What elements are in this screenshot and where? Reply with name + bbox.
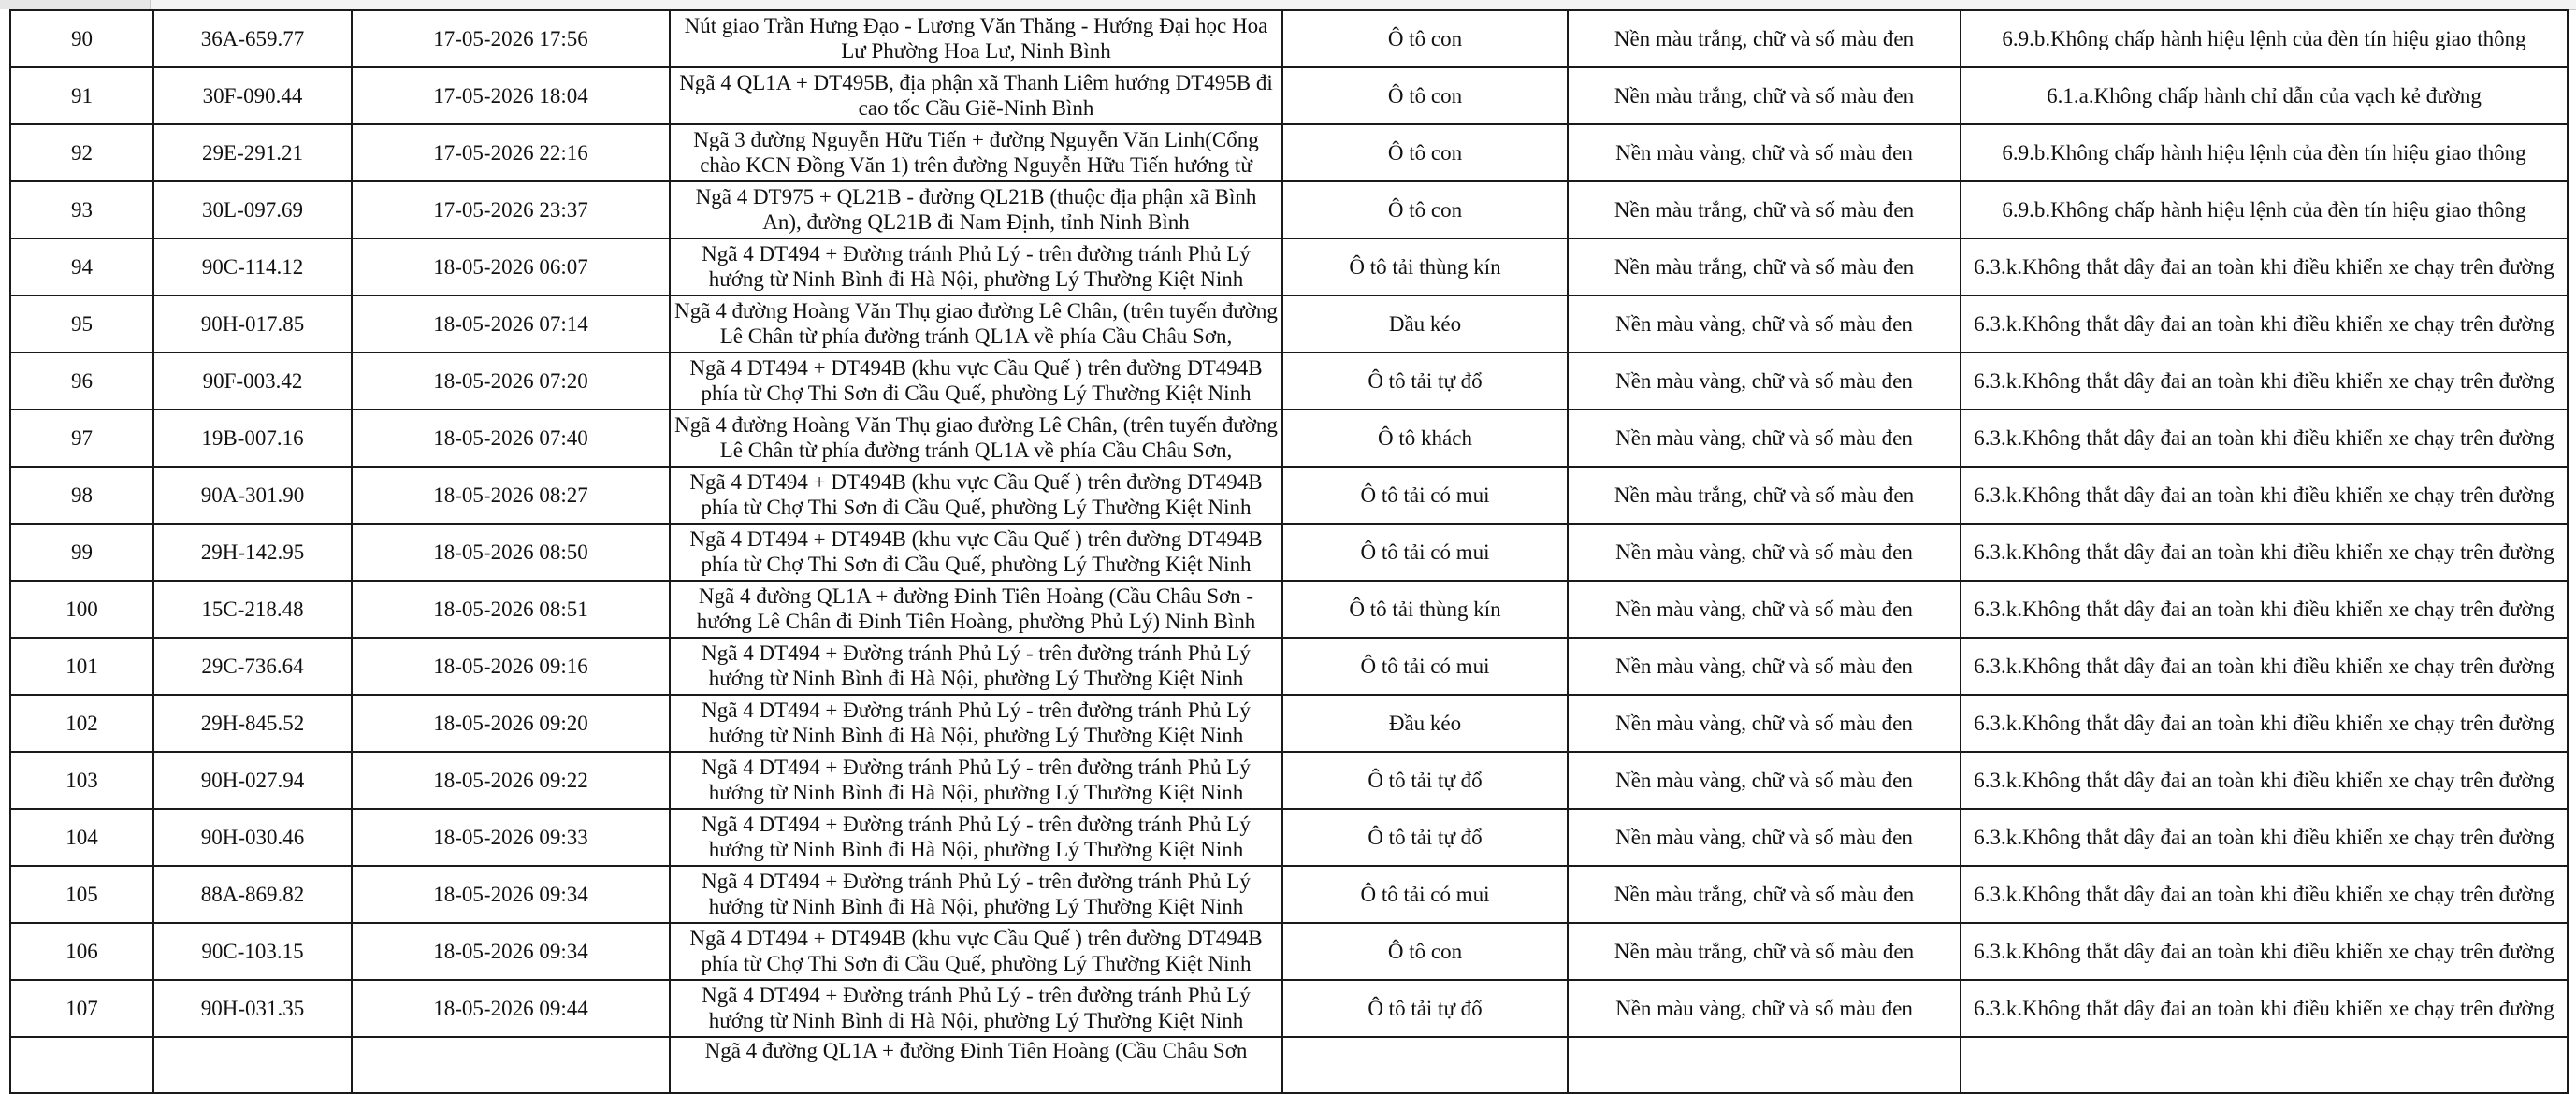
cell-stt[interactable]: 90	[10, 10, 153, 67]
cell-stt[interactable]: 97	[10, 410, 153, 467]
cell-plate-color[interactable]: Nền màu trắng, chữ và số màu đen	[1568, 10, 1961, 67]
cell-violation[interactable]: 6.9.b.Không chấp hành hiệu lệnh của đèn tín hiệu giao thông	[1961, 181, 2568, 238]
cell-vehicle-type[interactable]: Ô tô tải thùng kín	[1282, 581, 1568, 638]
table-row	[10, 410, 2568, 467]
table-row	[10, 181, 2568, 238]
cell-empty[interactable]	[153, 1037, 352, 1093]
cell-location[interactable]	[670, 923, 1282, 980]
cell-vehicle-type[interactable]: Đầu kéo	[1282, 695, 1568, 752]
location-text: Ngã 4 đường Hoàng Văn Thụ giao đường Lê Chân, (trên tuyến đường Lê Chân từ phía đường tránh QL1A về phía Cầu Châu Sơn,	[674, 412, 1278, 462]
cell-violation[interactable]: 6.3.k.Không thắt dây đai an toàn khi điều khiển xe chạy trên đường	[1961, 581, 2568, 638]
cell-plate[interactable]: 29H-142.95	[153, 524, 352, 581]
cell-time[interactable]: 18-05-2026 08:50	[352, 524, 670, 581]
cell-plate[interactable]: 15C-218.48	[153, 581, 352, 638]
table-row-partial	[10, 1037, 2568, 1093]
cell-violation[interactable]: 6.3.k.Không thắt dây đai an toàn khi điều khiển xe chạy trên đường	[1961, 353, 2568, 410]
cell-location[interactable]	[670, 524, 1282, 581]
cell-plate[interactable]: 29H-845.52	[153, 695, 352, 752]
cell-location[interactable]	[670, 67, 1282, 124]
cell-plate[interactable]: 36A-659.77	[153, 10, 352, 67]
location-text: Ngã 4 DT975 + QL21B - đường QL21B (thuộc địa phận xã Bình An), đường QL21B đi Nam Định, tỉnh Ninh Bình	[695, 184, 1257, 234]
cell-stt[interactable]: 106	[10, 923, 153, 980]
cell-location[interactable]	[670, 581, 1282, 638]
cell-location[interactable]	[670, 467, 1282, 524]
cell-violation[interactable]: 6.3.k.Không thắt dây đai an toàn khi điều khiển xe chạy trên đường	[1961, 467, 2568, 524]
cell-empty[interactable]	[1961, 1037, 2568, 1093]
cell-vehicle-type[interactable]: Ô tô tải có mui	[1282, 467, 1568, 524]
cell-vehicle-type[interactable]: Ô tô tải có mui	[1282, 866, 1568, 923]
cell-violation[interactable]: 6.3.k.Không thắt dây đai an toàn khi điều khiển xe chạy trên đường	[1961, 866, 2568, 923]
cell-vehicle-type[interactable]: Đầu kéo	[1282, 295, 1568, 353]
cell-vehicle-type[interactable]: Ô tô con	[1282, 10, 1568, 67]
location-text: Ngã 4 DT494 + Đường tránh Phủ Lý - trên đường tránh Phủ Lý hướng từ Ninh Bình đi Hà Nội, phường Lý Thường Kiệt Ninh	[702, 983, 1251, 1032]
cell-plate-color[interactable]: Nền màu trắng, chữ và số màu đen	[1568, 923, 1961, 980]
cell-vehicle-type[interactable]: Ô tô con	[1282, 67, 1568, 124]
cell-plate-color[interactable]: Nền màu vàng, chữ và số màu đen	[1568, 638, 1961, 695]
cell-location[interactable]	[670, 695, 1282, 752]
cell-plate[interactable]: 90H-017.85	[153, 295, 352, 353]
cell-stt[interactable]: 105	[10, 866, 153, 923]
cell-plate-color[interactable]: Nền màu vàng, chữ và số màu đen	[1568, 295, 1961, 353]
table-row	[10, 353, 2568, 410]
cell-plate-color[interactable]: Nền màu trắng, chữ và số màu đen	[1568, 67, 1961, 124]
cell-time[interactable]: 18-05-2026 09:16	[352, 638, 670, 695]
cell-time[interactable]: 18-05-2026 06:07	[352, 238, 670, 295]
cell-time[interactable]: 18-05-2026 09:33	[352, 809, 670, 866]
cell-time[interactable]: 17-05-2026 18:04	[352, 67, 670, 124]
cell-plate[interactable]: 90F-003.42	[153, 353, 352, 410]
cell-plate-color[interactable]: Nền màu vàng, chữ và số màu đen	[1568, 524, 1961, 581]
cell-plate-color[interactable]: Nền màu trắng, chữ và số màu đen	[1568, 238, 1961, 295]
table-row	[10, 866, 2568, 923]
location-text: Ngã 4 DT494 + Đường tránh Phủ Lý - trên đường tránh Phủ Lý hướng từ Ninh Bình đi Hà Nội, phường Lý Thường Kiệt Ninh	[702, 812, 1251, 861]
table-row	[10, 10, 2568, 67]
cell-time[interactable]: 18-05-2026 08:27	[352, 467, 670, 524]
cell-plate[interactable]: 90C-114.12	[153, 238, 352, 295]
cell-stt[interactable]: 101	[10, 638, 153, 695]
cell-plate[interactable]: 19B-007.16	[153, 410, 352, 467]
cell-violation[interactable]: 6.3.k.Không thắt dây đai an toàn khi điều khiển xe chạy trên đường	[1961, 238, 2568, 295]
cell-vehicle-type[interactable]: Ô tô con	[1282, 124, 1568, 181]
cell-violation[interactable]: 6.3.k.Không thắt dây đai an toàn khi điều khiển xe chạy trên đường	[1961, 809, 2568, 866]
cell-plate-color[interactable]: Nền màu trắng, chữ và số màu đen	[1568, 467, 1961, 524]
cell-vehicle-type[interactable]: Ô tô con	[1282, 923, 1568, 980]
cell-stt[interactable]: 107	[10, 980, 153, 1037]
cell-location[interactable]	[670, 353, 1282, 410]
cell-location[interactable]	[670, 1037, 1282, 1093]
cell-time[interactable]: 18-05-2026 09:34	[352, 866, 670, 923]
cell-plate[interactable]: 29C-736.64	[153, 638, 352, 695]
cell-time[interactable]: 18-05-2026 09:20	[352, 695, 670, 752]
cell-location[interactable]	[670, 10, 1282, 67]
table-row	[10, 238, 2568, 295]
cell-plate[interactable]: 30F-090.44	[153, 67, 352, 124]
location-text: Ngã 4 DT494 + DT494B (khu vực Cầu Quế ) trên đường DT494B phía từ Chợ Thi Sơn đi Cầu Quế, phường Lý Thường Kiệt Ninh	[689, 469, 1263, 519]
cell-violation[interactable]: 6.9.b.Không chấp hành hiệu lệnh của đèn tín hiệu giao thông	[1961, 124, 2568, 181]
table-row	[10, 524, 2568, 581]
cell-stt[interactable]: 103	[10, 752, 153, 809]
cell-plate[interactable]: 88A-869.82	[153, 866, 352, 923]
table-row	[10, 638, 2568, 695]
cell-plate[interactable]: 90C-103.15	[153, 923, 352, 980]
cell-violation[interactable]: 6.3.k.Không thắt dây đai an toàn khi điều khiển xe chạy trên đường	[1961, 410, 2568, 467]
location-text: Ngã 4 đường Hoàng Văn Thụ giao đường Lê Chân, (trên tuyến đường Lê Chân từ phía đường tránh QL1A về phía Cầu Châu Sơn,	[674, 298, 1278, 348]
cell-plate-color[interactable]: Nền màu vàng, chữ và số màu đen	[1568, 980, 1961, 1037]
cell-plate-color[interactable]: Nền màu vàng, chữ và số màu đen	[1568, 695, 1961, 752]
table-row	[10, 67, 2568, 124]
location-text: Ngã 4 DT494 + Đường tránh Phủ Lý - trên đường tránh Phủ Lý hướng từ Ninh Bình đi Hà Nội, phường Lý Thường Kiệt Ninh	[702, 755, 1251, 804]
cell-stt[interactable]: 96	[10, 353, 153, 410]
cell-plate[interactable]: 90A-301.90	[153, 467, 352, 524]
row-gutter	[0, 9, 9, 1047]
cell-vehicle-type[interactable]: Ô tô con	[1282, 181, 1568, 238]
location-text: Ngã 4 DT494 + Đường tránh Phủ Lý - trên đường tránh Phủ Lý hướng từ Ninh Bình đi Hà Nội, phường Lý Thường Kiệt Ninh	[702, 869, 1251, 918]
cell-location[interactable]	[670, 124, 1282, 181]
cell-violation[interactable]: 6.3.k.Không thắt dây đai an toàn khi điều khiển xe chạy trên đường	[1961, 980, 2568, 1037]
location-text: Ngã 4 DT494 + Đường tránh Phủ Lý - trên đường tránh Phủ Lý hướng từ Ninh Bình đi Hà Nội, phường Lý Thường Kiệt Ninh	[702, 641, 1251, 690]
cell-plate[interactable]: 90H-027.94	[153, 752, 352, 809]
cell-stt[interactable]: 95	[10, 295, 153, 353]
table-row	[10, 695, 2568, 752]
cell-stt[interactable]: 93	[10, 181, 153, 238]
cell-plate[interactable]: 90H-030.46	[153, 809, 352, 866]
table-body	[10, 10, 2568, 1093]
cell-stt[interactable]: 92	[10, 124, 153, 181]
cell-empty[interactable]	[1282, 1037, 1568, 1093]
cell-stt[interactable]: 100	[10, 581, 153, 638]
cell-violation[interactable]: 6.3.k.Không thắt dây đai an toàn khi điều khiển xe chạy trên đường	[1961, 524, 2568, 581]
cell-plate-color[interactable]: Nền màu vàng, chữ và số màu đen	[1568, 410, 1961, 467]
cell-location[interactable]	[670, 809, 1282, 866]
cell-plate[interactable]: 30L-097.69	[153, 181, 352, 238]
cell-empty[interactable]	[10, 1037, 153, 1093]
cell-plate[interactable]: 29E-291.21	[153, 124, 352, 181]
location-text: Ngã 4 DT494 + Đường tránh Phủ Lý - trên đường tránh Phủ Lý hướng từ Ninh Bình đi Hà Nội, phường Lý Thường Kiệt Ninh	[702, 698, 1251, 747]
location-text: Ngã 4 DT494 + DT494B (khu vực Cầu Quế ) trên đường DT494B phía từ Chợ Thi Sơn đi Cầu Quế, phường Lý Thường Kiệt Ninh	[689, 355, 1263, 405]
location-text: Ngã 4 DT494 + DT494B (khu vực Cầu Quế ) trên đường DT494B phía từ Chợ Thi Sơn đi Cầu Quế, phường Lý Thường Kiệt Ninh	[689, 926, 1263, 975]
cell-stt[interactable]: 91	[10, 67, 153, 124]
cell-plate-color[interactable]: Nền màu vàng, chữ và số màu đen	[1568, 353, 1961, 410]
header-corner-cell[interactable]	[0, 0, 151, 9]
table-row	[10, 809, 2568, 866]
cell-vehicle-type[interactable]: Ô tô tải có mui	[1282, 638, 1568, 695]
cell-stt[interactable]: 102	[10, 695, 153, 752]
location-text: Nút giao Trần Hưng Đạo - Lương Văn Thăng - Hướng Đại học Hoa Lư Phường Hoa Lư, Ninh Bình	[684, 13, 1268, 63]
cell-vehicle-type[interactable]: Ô tô tải có mui	[1282, 524, 1568, 581]
cell-time[interactable]: 18-05-2026 07:40	[352, 410, 670, 467]
cell-time[interactable]: 17-05-2026 23:37	[352, 181, 670, 238]
violations-table	[9, 9, 2569, 1094]
cell-time[interactable]: 18-05-2026 09:22	[352, 752, 670, 809]
location-text: Ngã 4 đường QL1A + đường Đinh Tiên Hoàng (Cầu Châu Sơn	[704, 1039, 1248, 1062]
cell-plate[interactable]: 90H-031.35	[153, 980, 352, 1037]
cell-vehicle-type[interactable]: Ô tô tải tự đổ	[1282, 353, 1568, 410]
cell-location[interactable]	[670, 181, 1282, 238]
cell-time[interactable]: 17-05-2026 22:16	[352, 124, 670, 181]
location-text: Ngã 3 đường Nguyễn Hữu Tiến + đường Nguyễn Văn Linh(Cổng chào KCN Đồng Văn 1) trên đường Nguyễn Hữu Tiến hướng từ	[693, 127, 1259, 177]
cell-vehicle-type[interactable]: Ô tô tải tự đổ	[1282, 980, 1568, 1037]
cell-location[interactable]	[670, 295, 1282, 353]
cell-location[interactable]	[670, 238, 1282, 295]
cell-plate-color[interactable]: Nền màu vàng, chữ và số màu đen	[1568, 809, 1961, 866]
cell-vehicle-type[interactable]: Ô tô tải tự đổ	[1282, 752, 1568, 809]
cell-location[interactable]	[670, 410, 1282, 467]
cell-violation[interactable]: 6.9.b.Không chấp hành hiệu lệnh của đèn tín hiệu giao thông	[1961, 10, 2568, 67]
cell-violation[interactable]: 6.3.k.Không thắt dây đai an toàn khi điều khiển xe chạy trên đường	[1961, 638, 2568, 695]
cell-plate-color[interactable]: Nền màu vàng, chữ và số màu đen	[1568, 124, 1961, 181]
cell-violation[interactable]: 6.3.k.Không thắt dây đai an toàn khi điều khiển xe chạy trên đường	[1961, 923, 2568, 980]
cell-time[interactable]: 18-05-2026 07:20	[352, 353, 670, 410]
cell-empty[interactable]	[352, 1037, 670, 1093]
location-text: Ngã 4 QL1A + DT495B, địa phận xã Thanh Liêm hướng DT495B đi cao tốc Cầu Giẽ-Ninh Bình	[679, 70, 1273, 120]
cell-plate-color[interactable]: Nền màu trắng, chữ và số màu đen	[1568, 181, 1961, 238]
cell-vehicle-type[interactable]: Ô tô khách	[1282, 410, 1568, 467]
cell-stt[interactable]: 98	[10, 467, 153, 524]
table-row	[10, 752, 2568, 809]
location-text: Ngã 4 DT494 + DT494B (khu vực Cầu Quế ) trên đường DT494B phía từ Chợ Thi Sơn đi Cầu Quế, phường Lý Thường Kiệt Ninh	[689, 526, 1263, 576]
cell-stt[interactable]: 99	[10, 524, 153, 581]
cell-time[interactable]: 18-05-2026 08:51	[352, 581, 670, 638]
cell-time[interactable]: 18-05-2026 09:44	[352, 980, 670, 1037]
cell-location[interactable]	[670, 866, 1282, 923]
table-row	[10, 467, 2568, 524]
location-text: Ngã 4 DT494 + Đường tránh Phủ Lý - trên đường tránh Phủ Lý hướng từ Ninh Bình đi Hà Nội, phường Lý Thường Kiệt Ninh	[702, 241, 1251, 291]
cell-vehicle-type[interactable]: Ô tô tải thùng kín	[1282, 238, 1568, 295]
table-row	[10, 124, 2568, 181]
table-row	[10, 295, 2568, 353]
cell-violation[interactable]: 6.3.k.Không thắt dây đai an toàn khi điều khiển xe chạy trên đường	[1961, 695, 2568, 752]
cell-stt[interactable]: 104	[10, 809, 153, 866]
cell-violation[interactable]: 6.3.k.Không thắt dây đai an toàn khi điều khiển xe chạy trên đường	[1961, 752, 2568, 809]
table-row	[10, 581, 2568, 638]
cell-violation[interactable]: 6.1.a.Không chấp hành chỉ dẫn của vạch kẻ đường	[1961, 67, 2568, 124]
cell-time[interactable]: 17-05-2026 17:56	[352, 10, 670, 67]
location-text: Ngã 4 đường QL1A + đường Đinh Tiên Hoàng (Cầu Châu Sơn - hướng Lê Chân đi Đinh Tiên Hoàng, phường Phủ Lý) Ninh Bình	[696, 583, 1256, 633]
cell-plate-color[interactable]: Nền màu vàng, chữ và số màu đen	[1568, 752, 1961, 809]
cell-violation[interactable]: 6.3.k.Không thắt dây đai an toàn khi điều khiển xe chạy trên đường	[1961, 295, 2568, 353]
cell-time[interactable]: 18-05-2026 07:14	[352, 295, 670, 353]
cell-vehicle-type[interactable]: Ô tô tải tự đổ	[1282, 809, 1568, 866]
cell-empty[interactable]	[1568, 1037, 1961, 1093]
cell-plate-color[interactable]: Nền màu vàng, chữ và số màu đen	[1568, 581, 1961, 638]
cell-location[interactable]	[670, 752, 1282, 809]
table-row	[10, 923, 2568, 980]
cell-time[interactable]: 18-05-2026 09:34	[352, 923, 670, 980]
cell-stt[interactable]: 94	[10, 238, 153, 295]
cell-location[interactable]	[670, 638, 1282, 695]
cell-plate-color[interactable]: Nền màu trắng, chữ và số màu đen	[1568, 866, 1961, 923]
cell-location[interactable]	[670, 980, 1282, 1037]
table-row	[10, 980, 2568, 1037]
